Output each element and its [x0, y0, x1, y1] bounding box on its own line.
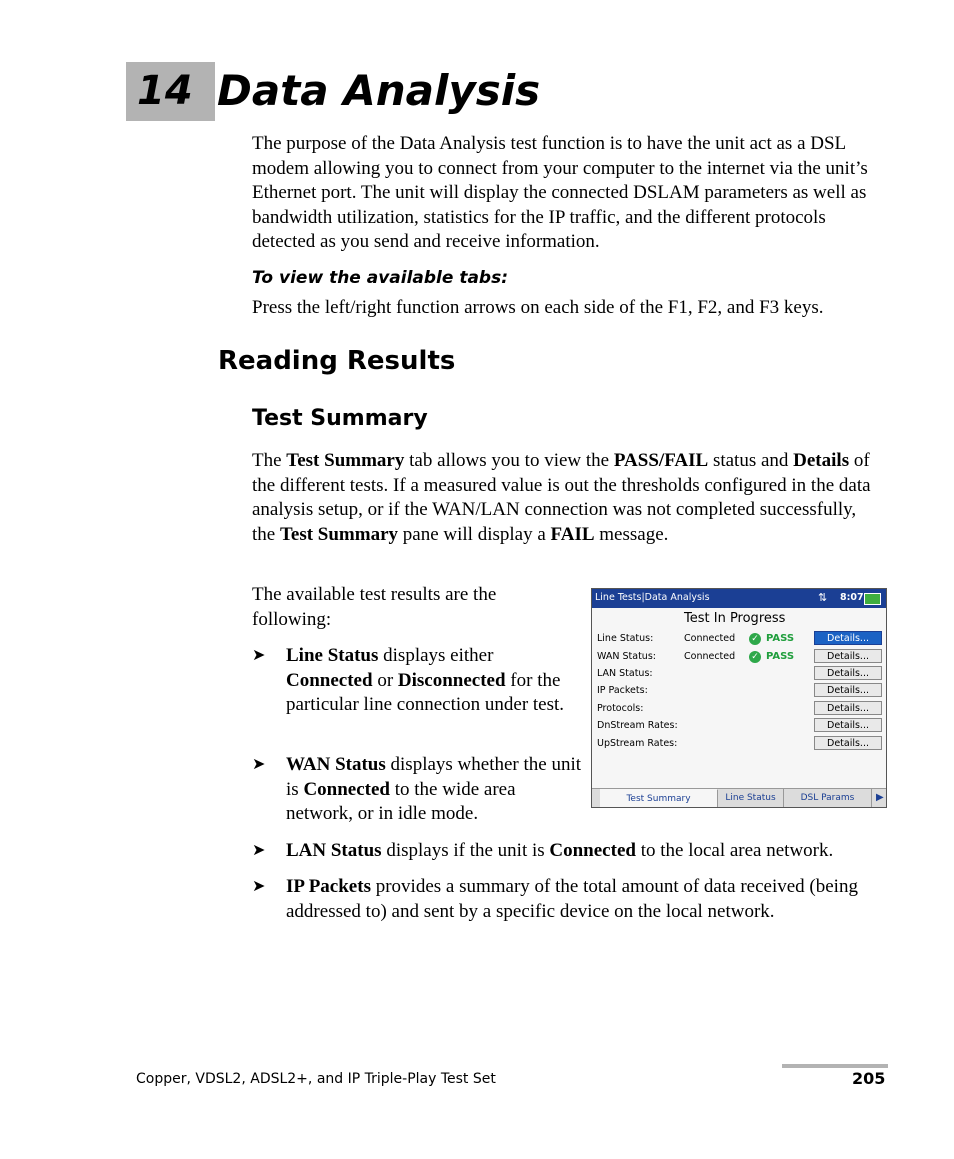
device-title: Line Tests|Data Analysis [595, 592, 710, 603]
bullet-arrow-icon: ➤ [252, 756, 266, 773]
row-label-upstream-rates: UpStream Rates: [597, 738, 678, 749]
test-status-text: Test In Progress [684, 611, 786, 626]
procedure-heading: To view the available tabs: [252, 268, 509, 288]
details-button-dnstream-rates[interactable]: Details... [814, 718, 882, 732]
bullet-lan-status: ➤ LAN Status displays if the unit is Connected to the local area network. [252, 839, 892, 869]
bullet-arrow-icon: ➤ [252, 842, 266, 859]
details-button-lan-status[interactable]: Details... [814, 666, 882, 680]
check-circle-icon: ✓ [749, 633, 761, 645]
details-button-upstream-rates[interactable]: Details... [814, 736, 882, 750]
battery-icon [864, 593, 881, 605]
summary-paragraph: The Test Summary tab allows you to view the PASS/FAIL status and Details of the different tests. If a measured value is out the thresholds configured in the data analysis setup, or if the WAN/LAN connection was not completed successfully, the Test Summary pane will display a FAIL message. [252, 450, 871, 545]
row-value-line-status: Connected [684, 633, 736, 644]
bullet-line-status: ➤ Line Status displays either Connected or Disconnected for the particular line connection under test. [252, 645, 565, 716]
details-button-line-status[interactable]: Details... [814, 631, 882, 645]
right-arrow-icon[interactable]: ▶ [876, 792, 884, 803]
available-results-text: The available test results are the following: [252, 584, 497, 630]
row-label-wan-status: WAN Status: [597, 651, 656, 662]
network-arrows-icon: ⇅ [818, 591, 828, 604]
bullet-arrow-icon: ➤ [252, 647, 266, 664]
bullet-ip-packets: ➤ IP Packets provides a summary of the total amount of data received (being addressed to) and sent by a specific device on the local network. [252, 876, 858, 922]
device-title-bar [592, 589, 886, 608]
footer-rule [782, 1064, 888, 1068]
tab-line-status[interactable]: Line Status [718, 789, 784, 807]
details-button-protocols[interactable]: Details... [814, 701, 882, 715]
row-value-wan-status: Connected [684, 651, 736, 662]
chapter-title: Data Analysis [217, 66, 541, 115]
bullet-wan-status: ➤ WAN Status displays whether the unit is Connected to the wide area network, or in idle mode. [252, 754, 582, 825]
row-label-protocols: Protocols: [597, 703, 644, 714]
page-number: 205 [852, 1069, 886, 1088]
intro-paragraph: The purpose of the Data Analysis test function is to have the unit act as a DSL modem allowing you to connect from your computer to the internet via the unit’s Ethernet port. The unit will display the connected DSLAM parameters as well as bandwidth utilization, statistics for the IP traffic, and the different protocols detected as you send and receive information. [252, 133, 868, 253]
procedure-text: Press the left/right function arrows on each side of the F1, F2, and F3 keys. [252, 297, 824, 318]
footer-product-name: Copper, VDSL2, ADSL2+, and IP Triple-Play Test Set [136, 1071, 496, 1087]
bullet-arrow-icon: ➤ [252, 878, 266, 895]
pass-badge: PASS [766, 633, 795, 644]
row-label-ip-packets: IP Packets: [597, 685, 648, 696]
tab-dsl-params[interactable]: DSL Params [784, 789, 872, 807]
check-circle-icon: ✓ [749, 651, 761, 663]
details-button-wan-status[interactable]: Details... [814, 649, 882, 663]
section-heading: Reading Results [218, 346, 456, 376]
tab-test-summary[interactable]: Test Summary [600, 789, 718, 807]
row-label-dnstream-rates: DnStream Rates: [597, 720, 678, 731]
device-screenshot [591, 588, 887, 808]
row-label-lan-status: LAN Status: [597, 668, 653, 679]
device-clock: 8:07 [840, 592, 864, 603]
device-tab-bar [592, 788, 886, 808]
pass-badge: PASS [766, 651, 795, 662]
subsection-heading: Test Summary [252, 406, 428, 431]
chapter-number: 14 [137, 68, 193, 114]
details-button-ip-packets[interactable]: Details... [814, 683, 882, 697]
row-label-line-status: Line Status: [597, 633, 654, 644]
